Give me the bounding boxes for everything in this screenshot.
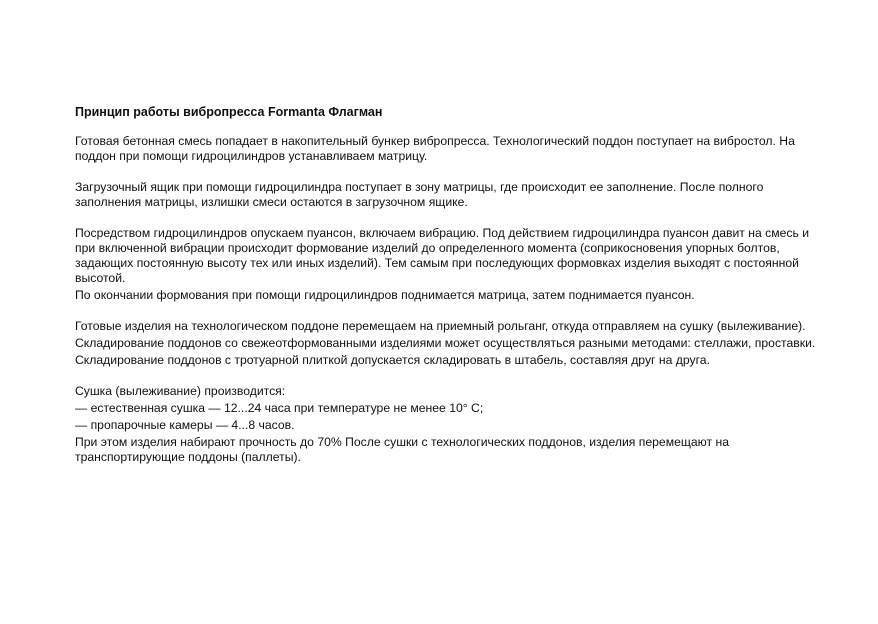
spacer bbox=[75, 368, 820, 384]
spacer bbox=[75, 164, 820, 180]
drying-item-natural: — естественная сушка — 12...24 часа при температуре не менее 10° С; bbox=[75, 401, 484, 415]
paragraph-3: Посредством гидроцилиндров опускаем пуансон, включаем вибрацию. Под действием гидроцилиндра пуансон давит на смесь и при включенной вибрации происходит формование изделий до определенного момента (соприкосновения упорных болтов, задающих постоянную высоту тех или иных изделий). Тем самым при последующих формовках изделия выходят с постоянной высотой. bbox=[75, 226, 810, 285]
document-page bbox=[75, 104, 820, 465]
paragraph-final: При этом изделия набирают прочность до 70% После сушки с технологических поддонов, изделия перемещают на транспортирующие поддоны (паллеты). bbox=[75, 435, 730, 464]
document-title: Принцип работы вибропресса Formanta Флагман bbox=[75, 105, 383, 119]
paragraph-1: Готовая бетонная смесь попадает в накопительный бункер вибропресса. Технологический поддон поступает на вибростол. На поддон при помощи гидроцилиндров устанавливаем матрицу. bbox=[75, 134, 795, 163]
paragraph-6: Складирование поддонов со свежеотформованными изделиями может осуществляться разными методами: стеллажи, проставки. bbox=[75, 336, 816, 350]
spacer bbox=[75, 303, 820, 319]
drying-item-steam: — пропарочные камеры — 4...8 часов. bbox=[75, 418, 295, 432]
paragraph-4: По окончании формования при помощи гидроцилиндров поднимается матрица, затем поднимается пуансон. bbox=[75, 288, 695, 302]
paragraph-5: Готовые изделия на технологическом поддоне перемещаем на приемный рольганг, откуда отправляем на сушку (вылеживание). bbox=[75, 319, 806, 333]
paragraph-7: Складирование поддонов с тротуарной плиткой допускается складировать в штабель, составляя друг на друга. bbox=[75, 353, 710, 367]
drying-heading: Сушка (вылеживание) производится: bbox=[75, 384, 286, 398]
spacer bbox=[75, 210, 820, 226]
paragraph-2: Загрузочный ящик при помощи гидроцилиндра поступает в зону матрицы, где происходит ее заполнение. После полного заполнения матрицы, излишки смеси остаются в загрузочном ящике. bbox=[75, 180, 764, 209]
